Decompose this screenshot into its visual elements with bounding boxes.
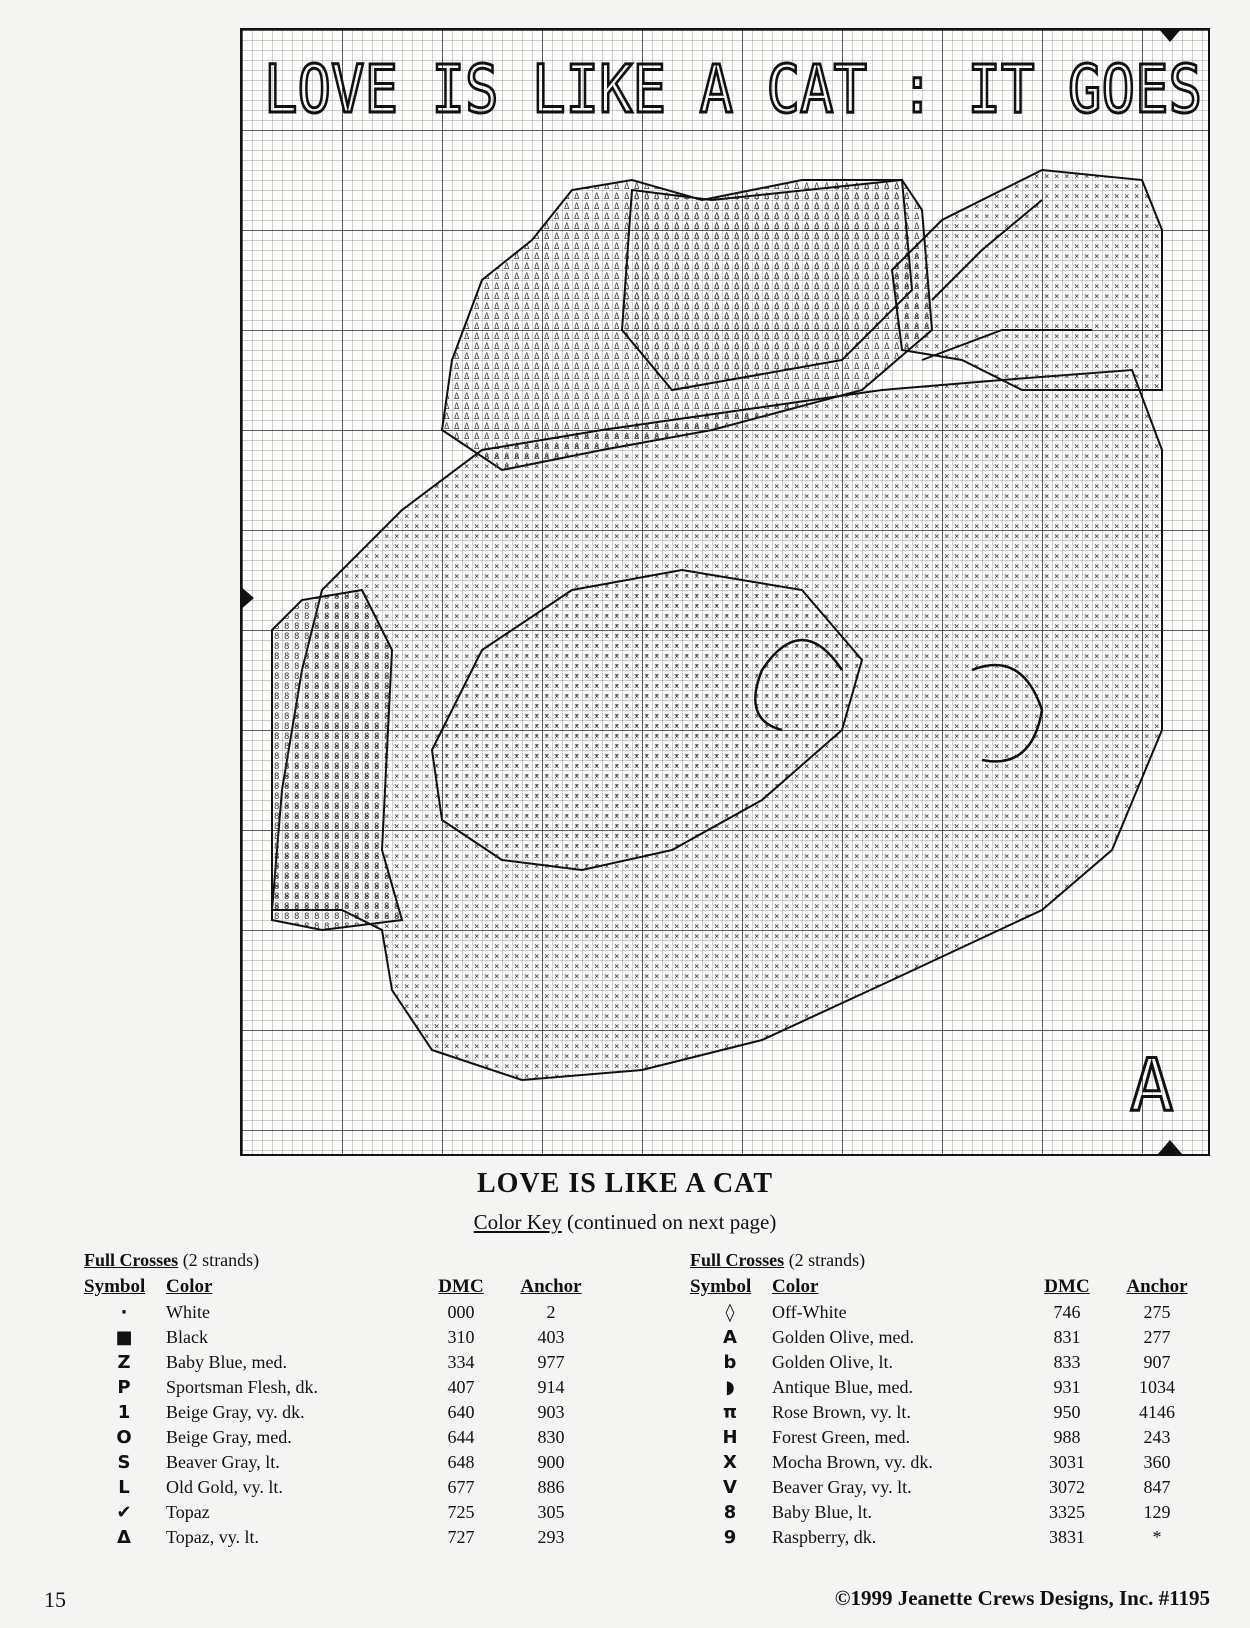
cat-tail-shape (272, 590, 402, 930)
color-key-table (690, 1274, 1202, 1550)
row-color: Black (166, 1327, 208, 1347)
header-row (690, 1274, 1202, 1300)
row-dmc: 3031 (1049, 1452, 1085, 1472)
header-anchor: Anchor (1126, 1276, 1188, 1297)
row-anchor: 403 (537, 1327, 565, 1347)
color-key-right (690, 1250, 1230, 1550)
row-color: Raspberry, dk. (772, 1527, 877, 1547)
key-row (690, 1525, 1202, 1550)
row-color: Sportsman Flesh, dk. (166, 1377, 319, 1397)
key-row (84, 1450, 596, 1475)
row-anchor: 1034 (1139, 1377, 1175, 1397)
row-anchor: 977 (537, 1352, 565, 1372)
row-color: Golden Olive, med. (772, 1327, 914, 1347)
row-dmc: 931 (1053, 1377, 1081, 1397)
key-section-heading (84, 1250, 624, 1274)
header-symbol: Symbol (84, 1276, 146, 1297)
row-dmc: 950 (1053, 1402, 1081, 1422)
key-row (84, 1375, 596, 1400)
key-row (84, 1500, 596, 1525)
row-dmc: 746 (1053, 1302, 1081, 1322)
row-color: Rose Brown, vy. lt. (772, 1402, 911, 1422)
row-symbol: π (722, 1402, 738, 1423)
row-color: Baby Blue, med. (166, 1352, 287, 1372)
row-symbol: ◊ (725, 1302, 735, 1323)
row-dmc: 644 (447, 1427, 475, 1447)
row-dmc: 3831 (1049, 1527, 1085, 1547)
row-color: Topaz (166, 1502, 210, 1522)
pattern-title: LOVE IS LIKE A CAT (476, 1168, 774, 1199)
row-color: Beaver Gray, vy. lt. (772, 1477, 912, 1497)
row-dmc: 727 (447, 1527, 475, 1547)
row-dmc: 310 (447, 1327, 475, 1347)
center-marker-top (1158, 28, 1182, 42)
row-symbol: O (116, 1427, 132, 1448)
key-row (690, 1325, 1202, 1350)
key-row (690, 1450, 1202, 1475)
header-row (84, 1274, 596, 1300)
row-dmc: 3072 (1049, 1477, 1085, 1497)
row-symbol: A (723, 1327, 737, 1348)
row-symbol: ✔ (116, 1502, 132, 1523)
header-color: Color (166, 1276, 213, 1297)
row-anchor: * (1152, 1527, 1162, 1547)
key-row (84, 1525, 596, 1550)
row-color: White (166, 1302, 210, 1322)
row-color: Old Gold, vy. lt. (166, 1477, 283, 1497)
row-anchor: 4146 (1139, 1402, 1175, 1422)
page-number: 15 (44, 1587, 66, 1612)
key-row (690, 1500, 1202, 1525)
header-dmc: DMC (438, 1276, 484, 1297)
row-anchor: 903 (537, 1402, 565, 1422)
cross-stitch-chart (240, 28, 1210, 1156)
row-symbol: L (118, 1477, 130, 1498)
chart-corner-letter: A (1130, 1043, 1174, 1127)
chart-heading-text: LOVE IS LIKE A CAT : IT GOES (264, 51, 1202, 128)
row-anchor: 275 (1143, 1302, 1171, 1322)
section-strands: (2 strands) (182, 1250, 260, 1270)
key-section-heading (690, 1250, 1230, 1274)
row-symbol: S (117, 1452, 131, 1473)
row-color: Beige Gray, vy. dk. (166, 1402, 305, 1422)
row-dmc: 725 (447, 1502, 475, 1522)
header-symbol: Symbol (690, 1276, 752, 1297)
row-symbol: ■ (115, 1327, 133, 1348)
center-marker-bottom (1158, 1140, 1182, 1154)
key-row (690, 1475, 1202, 1500)
row-dmc: 334 (447, 1352, 475, 1372)
row-color: Antique Blue, med. (772, 1377, 913, 1397)
key-row (690, 1375, 1202, 1400)
row-dmc: 648 (447, 1452, 475, 1472)
header-color: Color (772, 1276, 819, 1297)
key-row (84, 1325, 596, 1350)
row-anchor: 243 (1143, 1427, 1171, 1447)
row-symbol: Δ (117, 1527, 131, 1548)
key-row (84, 1400, 596, 1425)
header-anchor: Anchor (520, 1276, 582, 1297)
row-symbol: P (117, 1377, 131, 1398)
key-row (690, 1400, 1202, 1425)
row-dmc: 831 (1053, 1327, 1081, 1347)
row-color: Mocha Brown, vy. dk. (772, 1452, 933, 1472)
row-color: Topaz, vy. lt. (166, 1527, 260, 1547)
row-anchor: 360 (1143, 1452, 1171, 1472)
color-key-label: Color Key (473, 1210, 562, 1234)
header-dmc: DMC (1044, 1276, 1090, 1297)
row-anchor: 305 (537, 1502, 565, 1522)
row-dmc: 407 (447, 1377, 475, 1397)
row-dmc: 640 (447, 1402, 475, 1422)
row-color: Forest Green, med. (772, 1427, 910, 1447)
row-symbol: 9 (723, 1527, 737, 1548)
key-row (84, 1300, 596, 1325)
copyright-notice: ©1999 Jeanette Crews Designs, Inc. #1195 (834, 1586, 1210, 1610)
key-row (690, 1300, 1202, 1325)
row-color: Off-White (772, 1302, 847, 1322)
row-anchor: 2 (546, 1302, 556, 1322)
row-anchor: 847 (1143, 1477, 1171, 1497)
color-key-left (84, 1250, 624, 1550)
row-dmc: 677 (447, 1477, 475, 1497)
chart-artwork (242, 30, 1210, 1156)
color-key-subtitle (0, 1210, 1250, 1235)
row-symbol: H (722, 1427, 738, 1448)
row-color: Baby Blue, lt. (772, 1502, 872, 1522)
row-anchor: 129 (1143, 1502, 1171, 1522)
row-symbol: 1 (117, 1402, 131, 1423)
row-color: Beaver Gray, lt. (166, 1452, 280, 1472)
row-dmc: 833 (1053, 1352, 1081, 1372)
key-row (84, 1475, 596, 1500)
key-row (690, 1425, 1202, 1450)
row-anchor: 293 (537, 1527, 565, 1547)
center-marker-left (240, 586, 254, 610)
key-row (84, 1425, 596, 1450)
row-anchor: 830 (537, 1427, 565, 1447)
row-dmc: 988 (1053, 1427, 1081, 1447)
section-title: Full Crosses (690, 1250, 785, 1270)
key-row (690, 1350, 1202, 1375)
color-key-table (84, 1274, 596, 1550)
row-anchor: 900 (537, 1452, 565, 1472)
row-dmc: 3325 (1049, 1502, 1085, 1522)
row-color: Beige Gray, med. (166, 1427, 292, 1447)
row-symbol: Z (117, 1352, 131, 1373)
row-symbol: · (120, 1302, 128, 1323)
section-strands: (2 strands) (788, 1250, 866, 1270)
row-symbol: b (723, 1352, 737, 1373)
color-key-note: (continued on next page) (566, 1210, 777, 1234)
row-symbol: 8 (723, 1502, 737, 1523)
row-anchor: 907 (1143, 1352, 1171, 1372)
row-color: Golden Olive, lt. (772, 1352, 893, 1372)
row-anchor: 914 (537, 1377, 565, 1397)
row-symbol: X (723, 1452, 737, 1473)
row-dmc: 000 (447, 1302, 475, 1322)
key-row (84, 1350, 596, 1375)
row-symbol: V (723, 1477, 737, 1498)
row-symbol: ◗ (725, 1377, 735, 1398)
row-anchor: 277 (1143, 1327, 1171, 1347)
row-anchor: 886 (537, 1477, 565, 1497)
section-title: Full Crosses (84, 1250, 179, 1270)
